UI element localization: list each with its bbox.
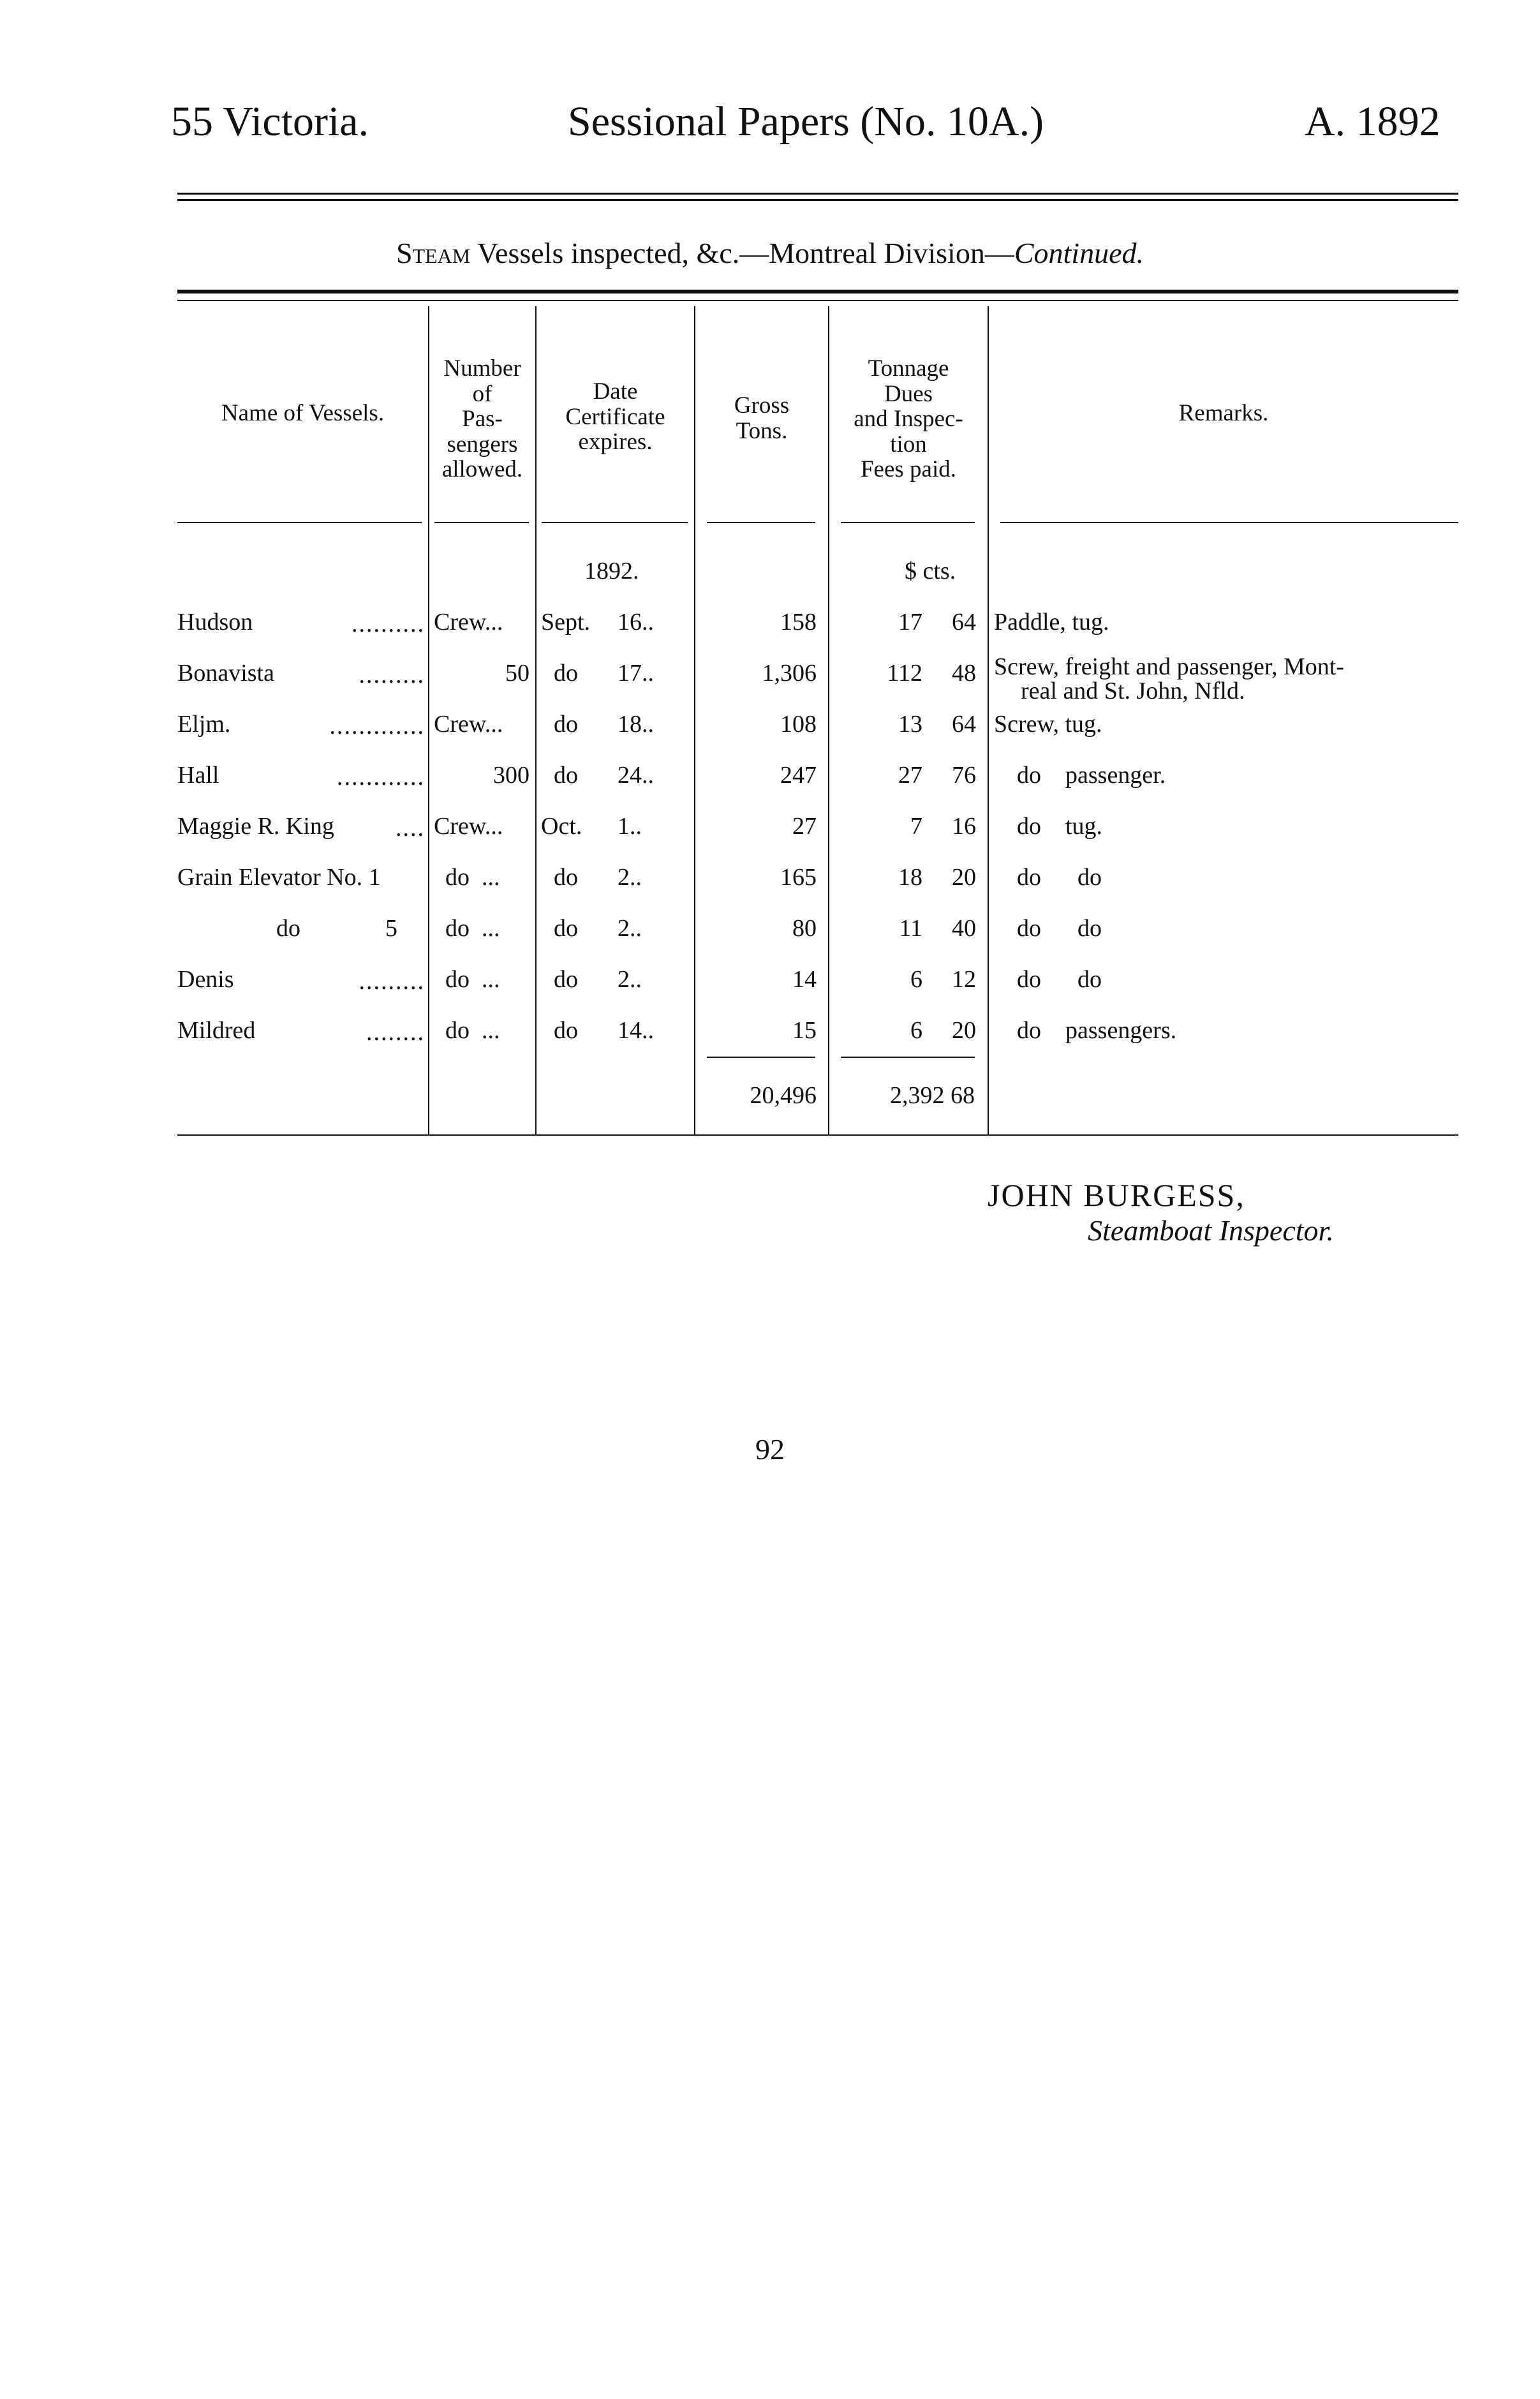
vessel-name: Bonavista	[177, 660, 274, 687]
header-rule-name	[177, 522, 422, 523]
certificate-month: do	[554, 660, 578, 687]
totals-rule-gross	[707, 1057, 815, 1058]
table-rule-thick	[177, 290, 1458, 293]
fees-dollars: 17	[898, 609, 922, 635]
page-number: 92	[755, 1433, 785, 1466]
gross-tons: 108	[780, 711, 817, 738]
gross-tons: 80	[792, 915, 817, 942]
fees-dollars: 7	[910, 813, 922, 840]
certificate-day: 14..	[618, 1017, 654, 1044]
remarks: do do	[1017, 966, 1102, 993]
vessel-name: Maggie R. King	[177, 813, 334, 840]
fees-cents: 64	[952, 711, 976, 738]
gross-tons: 1,306	[762, 660, 817, 687]
header-sessional-papers: Sessional Papers (No. 10A.)	[568, 98, 1044, 145]
passengers-allowed: do ...	[445, 1017, 500, 1044]
header-rule-gross	[707, 522, 815, 523]
fees-cents: 16	[952, 813, 976, 840]
header-name-of-vessels: Name of Vessels.	[221, 400, 385, 426]
fees-dollars: 11	[899, 915, 922, 942]
header-year: A. 1892	[1305, 98, 1440, 145]
header-rule-bottom	[177, 199, 1458, 201]
certificate-day: 2..	[618, 915, 642, 942]
header-tonnage-dues: Tonnage Dues and Inspec- tion Fees paid.	[854, 355, 963, 483]
table-row	[177, 916, 1458, 961]
header-rule-tonnage	[841, 522, 975, 523]
fees-cents: 76	[952, 762, 976, 789]
header-remarks: Remarks.	[1178, 400, 1269, 426]
remarks: do tug.	[1017, 813, 1103, 840]
dot-leader: .........	[359, 662, 425, 688]
certificate-month: Sept.	[541, 609, 591, 635]
remarks: do passengers.	[1017, 1017, 1177, 1044]
table-row	[177, 814, 1458, 859]
certificate-day: 2..	[618, 966, 642, 993]
fees-dollars: 6	[910, 966, 922, 993]
gross-tons: 247	[780, 762, 817, 789]
table-row	[177, 653, 1458, 706]
vessels-table	[177, 306, 1458, 1136]
remarks-continued: real and St. John, Nfld.	[1021, 678, 1245, 704]
header-rule-date	[542, 522, 688, 523]
gross-tons: 165	[780, 864, 817, 891]
table-row	[177, 865, 1458, 910]
header-date-certificate: Date Certificate expires.	[565, 378, 665, 456]
certificate-month: do	[554, 762, 578, 789]
gross-tons: 14	[792, 966, 817, 993]
total-fees-paid: 2,392 68	[890, 1082, 975, 1109]
year-label: 1892.	[584, 558, 639, 584]
title-italic: Continued.	[1014, 237, 1144, 269]
vessel-name: Hudson	[177, 609, 253, 635]
table-row	[177, 610, 1458, 655]
vessel-name: Mildred	[177, 1017, 256, 1044]
table-row	[177, 763, 1458, 808]
vessel-name: Grain Elevator No. 1	[177, 864, 381, 891]
passengers-allowed: 50	[505, 660, 529, 687]
header-passengers: Number of Pas- sengers allowed.	[441, 355, 523, 483]
certificate-day: 17..	[618, 660, 654, 687]
gross-tons: 27	[792, 813, 817, 840]
passengers-allowed: do ...	[445, 864, 500, 891]
remarks: do do	[1017, 915, 1102, 942]
fees-cents: 20	[952, 864, 976, 891]
remarks: do passenger.	[1017, 762, 1166, 789]
remarks: Screw, tug.	[994, 711, 1102, 738]
fees-cents: 12	[952, 966, 976, 993]
dot-leader: ..........	[352, 611, 425, 637]
certificate-day: 16..	[618, 609, 654, 635]
table-title	[0, 236, 1540, 270]
certificate-month: do	[554, 1017, 578, 1044]
title-main: Vessels inspected, &c.—Montreal Division—	[470, 237, 1014, 269]
table-row	[177, 967, 1458, 1012]
fees-dollars: 27	[898, 762, 922, 789]
passengers-allowed: do ...	[445, 915, 500, 942]
passengers-allowed: 300	[493, 762, 529, 789]
remarks: do do	[1017, 864, 1102, 891]
fees-dollars: 13	[898, 711, 922, 738]
title-smallcaps: Steam	[396, 237, 471, 269]
certificate-month: Oct.	[541, 813, 582, 840]
gross-tons: 15	[792, 1017, 817, 1044]
table-rule-thin	[177, 300, 1458, 301]
passengers-allowed: Crew...	[434, 711, 503, 738]
vessel-name: Eljm.	[177, 711, 231, 738]
signature-title: Steamboat Inspector.	[1088, 1214, 1334, 1247]
totals-rule-fees	[841, 1057, 975, 1058]
dot-leader: .............	[329, 713, 425, 739]
vessel-name: do 5	[276, 915, 397, 942]
remarks: Paddle, tug.	[994, 609, 1109, 635]
total-gross-tons: 20,496	[750, 1082, 817, 1109]
gross-tons: 158	[780, 609, 817, 635]
currency-label: $ cts.	[905, 558, 956, 584]
fees-dollars: 112	[887, 660, 922, 687]
header-volume: 55 Victoria.	[171, 98, 369, 145]
table-row	[177, 1018, 1458, 1063]
certificate-month: do	[554, 915, 578, 942]
certificate-month: do	[554, 966, 578, 993]
passengers-allowed: do ...	[445, 966, 500, 993]
passengers-allowed: Crew...	[434, 813, 503, 840]
fees-dollars: 18	[898, 864, 922, 891]
vessel-name: Hall	[177, 762, 219, 789]
dot-leader: ............	[337, 764, 425, 791]
dot-leader: ........	[366, 1019, 425, 1046]
fees-dollars: 6	[910, 1017, 922, 1044]
fees-cents: 48	[952, 660, 976, 687]
header-gross-tons: Gross Tons.	[734, 392, 790, 444]
table-row	[177, 712, 1458, 757]
fees-cents: 40	[952, 915, 976, 942]
certificate-month: do	[554, 711, 578, 738]
header-rule-top	[177, 193, 1458, 195]
vessel-name: Denis	[177, 966, 234, 993]
certificate-day: 24..	[618, 762, 654, 789]
signature-name: JOHN BURGESS,	[988, 1177, 1245, 1213]
header-rule-passengers	[434, 522, 529, 523]
remarks: Screw, freight and passenger, Mont-	[994, 653, 1344, 680]
certificate-month: do	[554, 864, 578, 891]
certificate-day: 18..	[618, 711, 654, 738]
fees-cents: 20	[952, 1017, 976, 1044]
certificate-day: 1..	[618, 813, 642, 840]
certificate-day: 2..	[618, 864, 642, 891]
fees-cents: 64	[952, 609, 976, 635]
header-rule-remarks	[1000, 522, 1458, 523]
dot-leader: ....	[396, 815, 425, 842]
table-bottom-rule	[177, 1134, 1458, 1136]
dot-leader: .........	[359, 968, 425, 995]
passengers-allowed: Crew...	[434, 609, 503, 635]
